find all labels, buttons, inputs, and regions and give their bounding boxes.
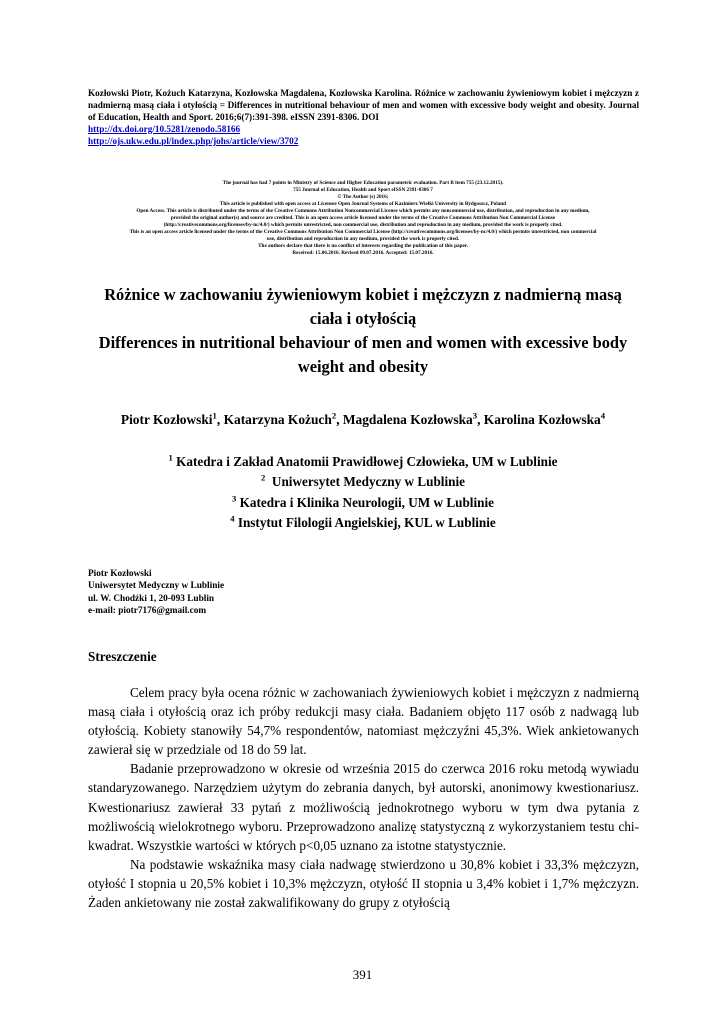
doi-link[interactable]: http://dx.doi.org/10.5281/zenodo.58166 (88, 124, 241, 134)
license-notice (80, 180, 646, 258)
notice-line: Open Access. This article is distributed under the terms of the Creative Commons Attribution Noncommercial License which permits any noncommercial use, distribution, and reproduction in any medium, (136, 208, 590, 215)
ojs-link[interactable]: http://ojs.ukw.edu.pl/index.php/johs/article/view/3702 (88, 136, 299, 146)
notice-line: provided the original author(s) and source are credited. This is an open access article licensed under the terms of the Creative Commons Attribution Non Commercial License (170, 215, 556, 222)
citation-block (88, 87, 639, 147)
notice-line: The authors declare that there is no conflict of interests regarding the publication of this paper. (258, 243, 468, 250)
affiliation-text: Katedra i Zakład Anatomii Prawidłowej Człowieka, UM w Lublinie (172, 454, 558, 469)
section-heading: Streszczenie (88, 649, 157, 664)
notice-line: (http://creativecommons.org/licenses/by-nc/4.0/) which permits unrestricted, non commercial use, distribution and reproduction in any medium, provided the work is properly cited. (163, 222, 563, 229)
affiliation-item (60, 452, 666, 472)
contact-institution: Uniwersytet Medyczny w Lublinie (88, 581, 225, 592)
affiliation-text: Uniwersytet Medyczny w Lublinie (265, 474, 465, 490)
notice-line: Received: 15.06.2016. Revised 09.07.2016. Accepted: 15.07.2016. (292, 250, 434, 257)
notice-line: This is an open access article licensed under the terms of the Creative Commons Attribution Non Commercial License (http://creativecommons.org/licenses/by-nc/4.0/) which permits unrestricted, non commercial (129, 229, 597, 236)
contact-address: ul. W. Chodźki 1, 20-093 Lublin (88, 593, 215, 604)
author-name: Karolina Kozłowska (483, 412, 601, 427)
paper-title (60, 283, 666, 379)
affiliation-num: 3 (232, 493, 237, 504)
author-list (60, 410, 666, 430)
author-affil-sup: 2 (331, 410, 337, 421)
author-name: Katarzyna Kożuch (223, 412, 332, 427)
affiliation-text: Instytut Filologii Angielskiej, KUL w Lublinie (234, 514, 496, 530)
author-separator: , (216, 412, 224, 427)
notice-line: © The Author (s) 2016; (337, 194, 389, 201)
notice-line: This article is published with open access at Licensee Open Journal Systems of Kazimierz Wielki University in Bydgoszcz, Poland (219, 201, 507, 208)
affiliation-num: 2 (261, 472, 266, 483)
contact-name: Piotr Kozłowski (88, 569, 152, 579)
affiliation-item (60, 493, 666, 513)
title-english-line1: Differences in nutritional behaviour of men and women with excessive body (98, 333, 628, 352)
author-separator: , (477, 412, 484, 427)
title-polish-line2: ciała i otyłością (309, 309, 417, 328)
affiliation-num: 4 (230, 513, 235, 524)
affiliation-item (60, 472, 666, 492)
abstract-body (88, 683, 639, 912)
contact-email: e-mail: piotr7176@gmail.com (88, 605, 207, 616)
author-separator: , (336, 412, 343, 427)
notice-line: 755 Journal of Education, Health and Sport eISSN 2391-8306 7 (293, 187, 433, 194)
corresponding-author (88, 568, 388, 617)
notice-line: The journal has had 7 points in Ministry of Science and Higher Education parametric evaluation. Part B item 755 (23.12.2015). (222, 180, 504, 186)
notice-line: use, distribution and reproduction in any medium, provided the work is properly cited. (266, 236, 460, 243)
abstract-paragraph: Celem pracy była ocena różnic w zachowaniach żywieniowych kobiet i mężczyzn z nadmierną masą ciała i otyłością oraz ich próby redukcji masy ciała. Badaniem objęto 117 osób z nadwagą lub otyłością. Kobiety stanowiły 54,7% respondentów, natomiast mężczyźni 45,3%. Wiek ankietowanych zawierał się w przedziale od 18 do 59 lat. (88, 685, 639, 758)
author-affil-sup: 3 (472, 410, 478, 421)
affiliation-text: Katedra i Klinika Neurologii, UM w Lublinie (236, 494, 494, 510)
author-name: Piotr Kozłowski (120, 412, 213, 427)
title-english-line2: weight and obesity (297, 357, 429, 376)
affiliation-item (60, 513, 666, 533)
title-polish-line1: Różnice w zachowaniu żywieniowym kobiet i mężczyzn z nadmierną masą (104, 285, 622, 304)
page-number: 391 (352, 967, 373, 982)
author-affil-sup: 4 (600, 410, 606, 421)
affiliation-list (60, 452, 666, 533)
author-affil-sup: 1 (212, 410, 217, 421)
abstract-paragraph: Badanie przeprowadzono w okresie od września 2015 do czerwca 2016 roku metodą wywiadu standaryzowanego. Narzędziem użytym do zebrania danych, był autorski, anonimowy kwestionariusz. Kwestionariusz zawierał 33 pytań z możliwością jednokrotnego wyboru w tym dwa pytania z możliwością wielokrotnego wyboru. Przeprowadzono analizę statystyczną z wykorzystaniem testu chi- kwadrat. Wszystkie wartości w których p<0,05 uznano za istotne statystycznie. (88, 761, 639, 853)
affiliation-num: 1 (168, 452, 173, 463)
author-name: Magdalena Kozłowska (342, 412, 473, 427)
citation-text: Kozłowski Piotr, Kożuch Katarzyna, Kozłowska Magdalena, Kozłowska Karolina. Różnice w zachowaniu żywieniowym kobiet i mężczyzn z nadmierną masą ciała i otyłością = Differences in nutritional behaviour of men and women with excessive body weight and obesity. Journal of Education, Health and Sport. 2016;6(7):391-398. eISSN 2391-8306. DOI (88, 88, 639, 122)
abstract-paragraph: Na podstawie wskaźnika masy ciała nadwagę stwierdzono u 30,8% kobiet i 33,3% mężczyzn, otyłość I stopnia u 20,5% kobiet i 10,3% mężczyzn, otyłość II stopnia u 3,4% kobiet i 1,7% mężczyzn. Żaden ankietowany nie został zakwalifikowany do grupy z otyłością (88, 856, 639, 911)
